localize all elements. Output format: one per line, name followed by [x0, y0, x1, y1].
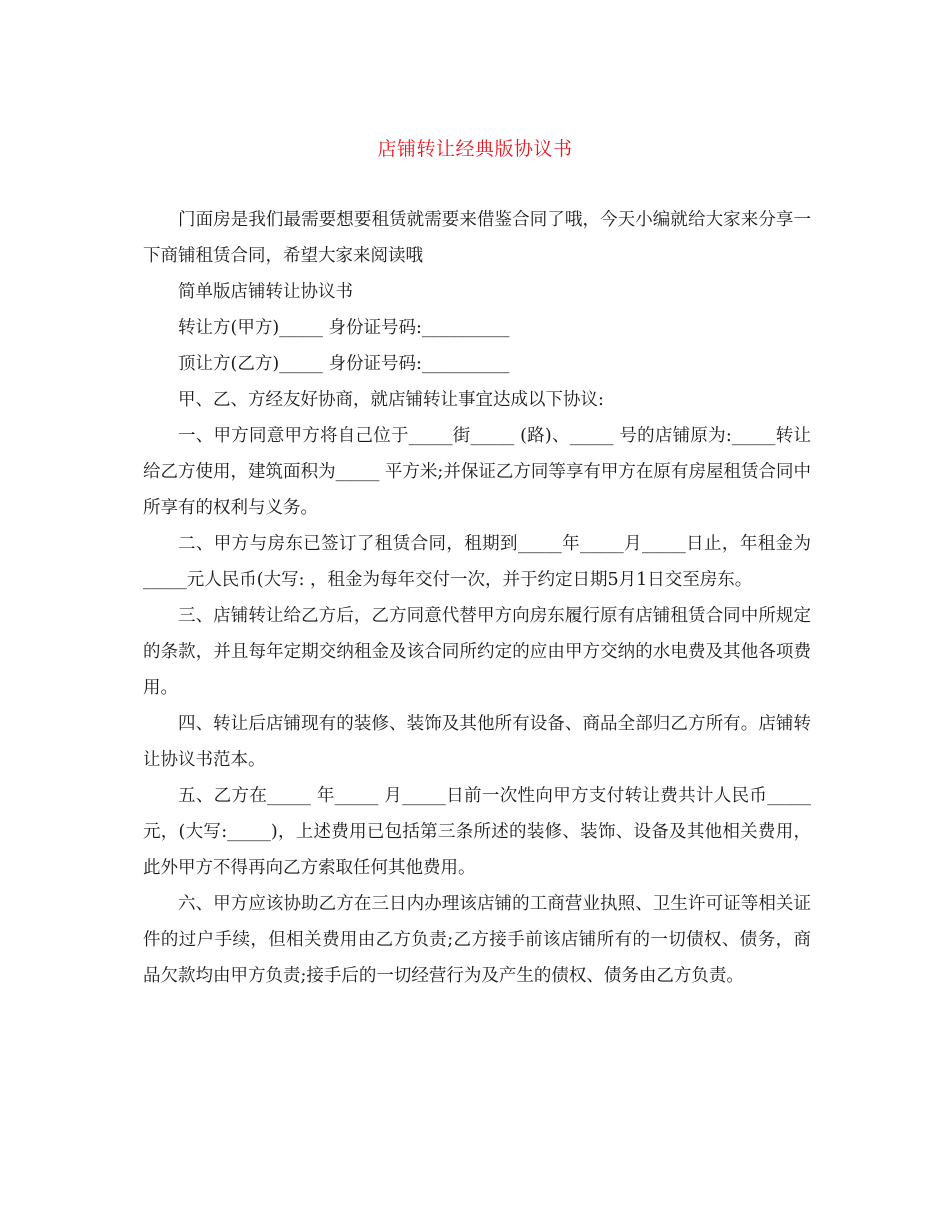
agreement-preamble: 甲、乙、方经友好协商，就店铺转让事宜达成以下协议:: [178, 390, 604, 410]
clause-3: 三、店铺转让给乙方后，乙方同意代替甲方向房东履行原有店铺租赁合同中所规定的条款，并且每年定期交纳租金及该合同所约定的应由甲方交纳的水电费及其他各项费用。: [143, 606, 811, 698]
document-title: 店铺转让经典版协议书: [377, 138, 573, 160]
document-body: [143, 202, 817, 994]
clause-4: 四、转让后店铺现有的装修、装饰及其他所有设备、商品全部归乙方所有。店铺转让协议书范本。: [143, 714, 811, 770]
intro-paragraph: 门面房是我们最需要想要租赁就需要来借鉴合同了哦，今天小编就给大家来分享一下商铺租赁合同，希望大家来阅读哦: [143, 210, 811, 266]
agreement-subtitle: 简单版店铺转让协议书: [178, 282, 353, 302]
clause-2: 二、甲方与房东已签订了租赁合同，租期到_____年_____月_____日止，年租金为_____元人民币(大写: ，租金为每年交付一次，并于约定日期5月1日交至房东。: [143, 534, 811, 590]
transferor-line: 转让方(甲方)_____ 身份证号码:__________: [178, 318, 510, 338]
clause-6: 六、甲方应该协助乙方在三日内办理该店铺的工商营业执照、卫生许可证等相关证件的过户手续，但相关费用由乙方负责;乙方接手前该店铺所有的一切债权、债务，商品欠款均由甲方负责;接手后的一切经营行为及产生的债权、债务由乙方负责。: [143, 894, 811, 986]
clause-5: 五、乙方在_____ 年_____ 月_____日前一次性向甲方支付转让费共计人民币_____ 元，(大写:_____)，上述费用已包括第三条所述的装修、装饰、设备及其他相关费用，此外甲方不得再向乙方索取任何其他费用。: [143, 786, 817, 878]
transferee-line: 顶让方(乙方)_____ 身份证号码:__________: [178, 354, 510, 374]
clause-1: 一、甲方同意甲方将自己位于_____街_____ (路)、_____ 号的店铺原为:_____转让给乙方使用，建筑面积为_____ 平方米;并保证乙方同等享有甲方在原有房屋租赁合同中所享有的权利与义务。: [143, 426, 811, 518]
